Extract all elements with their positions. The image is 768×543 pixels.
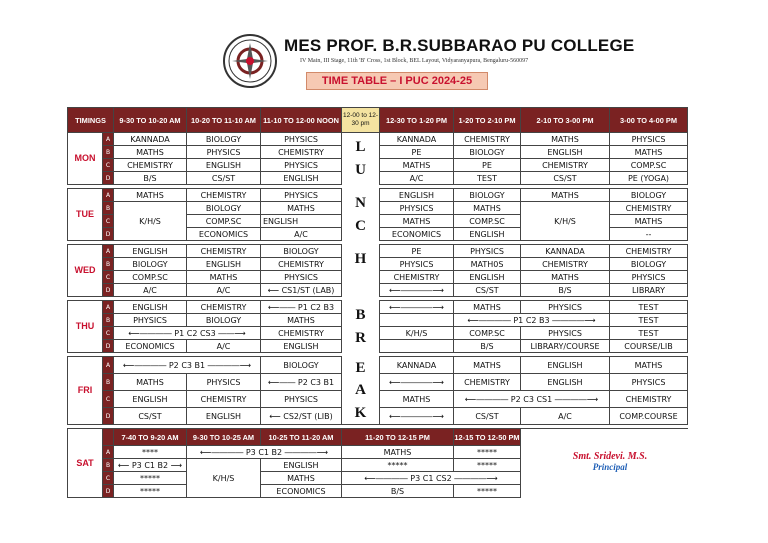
signature-block bbox=[560, 451, 660, 472]
cell: ***** bbox=[454, 485, 521, 498]
cell: MATHS bbox=[187, 271, 261, 284]
cell bbox=[380, 340, 454, 353]
col-header-p6: 2-10 TO 3-00 PM bbox=[521, 108, 610, 133]
section-label: A bbox=[103, 357, 114, 374]
lunch-letter: E bbox=[355, 359, 366, 376]
cell: ENGLISH bbox=[187, 408, 261, 425]
cell: MATHS bbox=[521, 271, 610, 284]
cell: CHEMISTRY bbox=[454, 133, 521, 146]
sat-col-header: 7-40 TO 9-20 AM bbox=[114, 429, 187, 446]
cell-text: P3 C1 B2 bbox=[245, 447, 283, 457]
cell: BIOLOGY bbox=[261, 245, 342, 258]
cell-text: P2 C3 B1 bbox=[297, 377, 335, 387]
cell: ENGLISH bbox=[187, 258, 261, 271]
principal-name: Smt. Sridevi. M.S. bbox=[572, 451, 648, 462]
col-header-lunch: 12-00 to 12-30 pm bbox=[342, 108, 380, 133]
cell: BIOLOGY bbox=[261, 357, 342, 374]
cell: PHYSICS bbox=[610, 271, 688, 284]
cell: ENGLISH bbox=[521, 374, 610, 391]
col-header-p1: 9-30 TO 10-20 AM bbox=[114, 108, 187, 133]
cell: B/S bbox=[454, 340, 521, 353]
section-label: C bbox=[103, 215, 114, 228]
cell: CS/ST bbox=[454, 284, 521, 297]
cell: CHEMISTRY bbox=[521, 159, 610, 172]
cell: ECONOMICS bbox=[187, 228, 261, 241]
day-label-tue: TUE bbox=[68, 189, 103, 241]
cell: MATHS bbox=[114, 146, 187, 159]
table-row bbox=[68, 245, 688, 258]
sat-header-row bbox=[68, 429, 688, 446]
cell: CS/ST bbox=[114, 408, 187, 425]
cell: KANNADA bbox=[380, 357, 454, 374]
lunch-letters-1 bbox=[342, 133, 380, 185]
cell: PHYSICS bbox=[261, 271, 342, 284]
cell: CHEMISTRY bbox=[610, 245, 688, 258]
cell-text: CS1/ST (LAB) bbox=[281, 285, 335, 295]
section-label: B bbox=[103, 374, 114, 391]
cell-text: P3 C1 B2 bbox=[131, 460, 169, 470]
cell: MATHS bbox=[454, 357, 521, 374]
cell: ENGLISH bbox=[114, 391, 187, 408]
cell: A/C bbox=[187, 284, 261, 297]
cell: CHEMISTRY bbox=[261, 146, 342, 159]
cell: ENGLISH bbox=[114, 245, 187, 258]
cell: A/C bbox=[187, 340, 261, 353]
cell-arrow: ⟵――――⟶ bbox=[380, 408, 454, 425]
section-label: D bbox=[103, 485, 114, 498]
sat-col-header: 12-15 TO 12-50 PM bbox=[454, 429, 521, 446]
cell: ENGLISH bbox=[521, 146, 610, 159]
cell: CHEMISTRY bbox=[261, 258, 342, 271]
section-label: C bbox=[103, 391, 114, 408]
cell: PHYSICS bbox=[521, 301, 610, 314]
cell: LIBRARY bbox=[610, 284, 688, 297]
table-row bbox=[68, 189, 688, 202]
sat-header-blank bbox=[103, 429, 114, 446]
cell: ⟵―― P1 C2 B3 bbox=[261, 301, 342, 314]
cell: BIOLOGY bbox=[610, 258, 688, 271]
lunch-letter: R bbox=[355, 329, 366, 346]
cell: LIBRARY/COURSE bbox=[521, 340, 610, 353]
lunch-letters-3 bbox=[342, 245, 380, 297]
section-label: D bbox=[103, 172, 114, 185]
cell: B/S bbox=[521, 284, 610, 297]
cell: BIOLOGY bbox=[114, 258, 187, 271]
cell: ***** bbox=[114, 485, 187, 498]
cell: TEST bbox=[454, 172, 521, 185]
cell: ⟵ P3 C1 B2 ⟶ bbox=[114, 459, 187, 472]
cell: ENGLISH bbox=[187, 159, 261, 172]
cell: MATHS bbox=[380, 159, 454, 172]
col-header-timings: TIMINGS bbox=[68, 108, 114, 133]
lunch-letter: U bbox=[355, 161, 366, 178]
cell-span: ⟵―――― P2 C3 CS1 ――――⟶ bbox=[454, 391, 610, 408]
cell: ENGLISH bbox=[454, 228, 521, 241]
cell: MATHS bbox=[261, 314, 342, 327]
cell: BIOLOGY bbox=[454, 189, 521, 202]
cell: TEST bbox=[610, 301, 688, 314]
cell-text: P2 C3 B1 bbox=[168, 360, 206, 370]
table-row bbox=[68, 133, 688, 146]
cell: BIOLOGY bbox=[610, 189, 688, 202]
cell: -- bbox=[610, 228, 688, 241]
cell: MATHS bbox=[454, 301, 521, 314]
cell-merged: K/H/S bbox=[114, 202, 187, 241]
cell: CS/ST bbox=[454, 408, 521, 425]
cell: COMP.SC bbox=[610, 159, 688, 172]
cell: TEST bbox=[610, 314, 688, 327]
cell: PHYSICS bbox=[187, 374, 261, 391]
cell: ***** bbox=[114, 472, 187, 485]
cell: MATHS bbox=[521, 189, 610, 202]
cell: ECONOMICS bbox=[380, 228, 454, 241]
section-label: A bbox=[103, 301, 114, 314]
cell: MATHS bbox=[380, 215, 454, 228]
section-label: D bbox=[103, 408, 114, 425]
section-label: D bbox=[103, 228, 114, 241]
cell: BIOLOGY bbox=[187, 133, 261, 146]
cell: A/C bbox=[261, 228, 342, 241]
day-label-thu: THU bbox=[68, 301, 103, 353]
cell: KANNADA bbox=[380, 133, 454, 146]
col-header-p7: 3-00 TO 4-00 PM bbox=[610, 108, 688, 133]
section-label: C bbox=[103, 472, 114, 485]
cell-arrow: ⟵――――⟶ bbox=[380, 284, 454, 297]
section-label: C bbox=[103, 327, 114, 340]
cell: CHEMISTRY bbox=[610, 202, 688, 215]
cell: CHEMISTRY bbox=[187, 391, 261, 408]
lunch-letter bbox=[342, 271, 379, 294]
section-label: C bbox=[103, 159, 114, 172]
cell: CHEMISTRY bbox=[187, 189, 261, 202]
section-label: B bbox=[103, 258, 114, 271]
cell: MATHS bbox=[261, 202, 342, 215]
cell-span: ⟵―――― P2 C3 B1 ――――⟶ bbox=[114, 357, 261, 374]
cell: MATHS bbox=[521, 133, 610, 146]
cell: COURSE/LIB bbox=[610, 340, 688, 353]
cell: MATHS bbox=[610, 146, 688, 159]
cell: CHEMISTRY bbox=[114, 159, 187, 172]
cell: PHYSICS bbox=[610, 374, 688, 391]
timetable bbox=[67, 107, 688, 498]
cell: ENGLISH bbox=[261, 172, 342, 185]
cell: MATHS bbox=[610, 357, 688, 374]
cell: MATH0S bbox=[454, 258, 521, 271]
cell: PE bbox=[380, 146, 454, 159]
cell: CHEMISTRY bbox=[610, 391, 688, 408]
lunch-letters-2 bbox=[342, 189, 380, 241]
lunch-letter: L bbox=[355, 139, 366, 156]
day-label-sat: SAT bbox=[68, 429, 103, 498]
cell: KANNADA bbox=[521, 245, 610, 258]
cell: PHYSICS bbox=[114, 314, 187, 327]
section-label: B bbox=[103, 146, 114, 159]
cell: B/S bbox=[342, 485, 454, 498]
lunch-letter: C bbox=[355, 217, 366, 234]
cell: CHEMISTRY bbox=[380, 271, 454, 284]
cell: MATHS bbox=[610, 215, 688, 228]
cell: MATHS bbox=[114, 189, 187, 202]
cell: PE bbox=[454, 159, 521, 172]
cell: PHYSICS bbox=[261, 159, 342, 172]
cell-text: P3 C1 CS2 bbox=[410, 473, 452, 483]
cell: CHEMISTRY bbox=[187, 301, 261, 314]
college-name: MES PROF. B.R.SUBBARAO PU COLLEGE bbox=[284, 36, 635, 55]
cell: ENGLISH bbox=[261, 215, 342, 228]
cell: COMP.SC bbox=[114, 271, 187, 284]
lunch-letter: B bbox=[355, 307, 366, 323]
cell: PE bbox=[380, 245, 454, 258]
cell: ENGLISH bbox=[454, 271, 521, 284]
cell: A/C bbox=[114, 284, 187, 297]
cell-span: ⟵―――― P1 C2 CS3 ――⟶ bbox=[114, 327, 261, 340]
cell: ⟵ CS1/ST (LAB) bbox=[261, 284, 342, 297]
cell-span: ⟵―――― P3 C1 CS2 ――――⟶ bbox=[342, 472, 521, 485]
cell: ***** bbox=[342, 459, 454, 472]
cell: CS/ST bbox=[521, 172, 610, 185]
section-label: B bbox=[103, 202, 114, 215]
cell: BIOLOGY bbox=[454, 146, 521, 159]
cell: BIOLOGY bbox=[187, 314, 261, 327]
cell: PHYSICS bbox=[187, 146, 261, 159]
cell: PHYSICS bbox=[261, 391, 342, 408]
col-header-p4: 12-30 TO 1-20 PM bbox=[380, 108, 454, 133]
cell: MATHS bbox=[261, 472, 342, 485]
section-label: C bbox=[103, 271, 114, 284]
cell: TEST bbox=[610, 327, 688, 340]
cell-arrow: ⟵――――⟶ bbox=[380, 374, 454, 391]
cell: MATHS bbox=[342, 446, 454, 459]
table-row bbox=[68, 357, 688, 374]
cell: PE (YOGA) bbox=[610, 172, 688, 185]
section-label: B bbox=[103, 459, 114, 472]
cell: COMP.SC bbox=[454, 327, 521, 340]
lunch-letters-4 bbox=[342, 301, 380, 353]
cell-text: P2 C3 CS1 bbox=[510, 394, 553, 404]
lunch-letter: H bbox=[354, 251, 367, 267]
cell: K/H/S bbox=[380, 327, 454, 340]
lunch-letter: N bbox=[355, 195, 366, 211]
cell-span: ⟵―――― P3 C1 B2 ――――⟶ bbox=[187, 446, 342, 459]
header-row bbox=[68, 108, 688, 133]
cell: B/S bbox=[114, 172, 187, 185]
cell: ENGLISH bbox=[380, 189, 454, 202]
section-label: A bbox=[103, 133, 114, 146]
cell: CHEMISTRY bbox=[187, 245, 261, 258]
sat-col-header: 9-30 TO 10-25 AM bbox=[187, 429, 261, 446]
cell: BIOLOGY bbox=[187, 202, 261, 215]
sat-col-header: 11-20 TO 12-15 PM bbox=[342, 429, 454, 446]
col-header-p5: 1-20 TO 2-10 PM bbox=[454, 108, 521, 133]
cell: ECONOMICS bbox=[261, 485, 342, 498]
document-header bbox=[0, 0, 768, 104]
cell: PHYSICS bbox=[261, 189, 342, 202]
lunch-letter: A bbox=[355, 382, 366, 398]
cell-span: ⟵―――― P1 C2 B3 ――――⟶ bbox=[454, 314, 610, 327]
cell: ⟵ CS2/ST (LIB) bbox=[261, 408, 342, 425]
lunch-letters-5 bbox=[342, 357, 380, 425]
day-label-mon: MON bbox=[68, 133, 103, 185]
cell: PHYSICS bbox=[380, 202, 454, 215]
day-label-wed: WED bbox=[68, 245, 103, 297]
principal-role: Principal bbox=[592, 462, 628, 472]
section-label: B bbox=[103, 314, 114, 327]
cell: MATHS bbox=[454, 202, 521, 215]
table-row bbox=[68, 301, 688, 314]
cell: **** bbox=[114, 446, 187, 459]
college-address: IV Main, III Stage, 11th 'B' Cross, 1st Block, BEL Layout, Vidyaranyapura, Bengaluru-560097 bbox=[300, 58, 529, 64]
section-label: D bbox=[103, 284, 114, 297]
day-label-fri: FRI bbox=[68, 357, 103, 425]
cell-text: P1 C2 B3 bbox=[297, 302, 335, 312]
cell: ENGLISH bbox=[114, 301, 187, 314]
cell: COMP.SC bbox=[187, 215, 261, 228]
cell: MATHS bbox=[380, 391, 454, 408]
lunch-letter: K bbox=[354, 404, 367, 421]
cell: ⟵―― P2 C3 B1 bbox=[261, 374, 342, 391]
cell: CHEMISTRY bbox=[454, 374, 521, 391]
timetable-title: TIME TABLE – I PUC 2024-25 bbox=[306, 72, 488, 90]
cell: ***** bbox=[454, 446, 521, 459]
cell: PHYSICS bbox=[261, 133, 342, 146]
cell: ***** bbox=[454, 459, 521, 472]
college-logo-icon bbox=[222, 33, 278, 89]
cell-text: P1 C2 B3 bbox=[513, 315, 550, 325]
section-label: A bbox=[103, 189, 114, 202]
cell: ENGLISH bbox=[521, 357, 610, 374]
cell: PHYSICS bbox=[610, 133, 688, 146]
cell: CHEMISTRY bbox=[521, 258, 610, 271]
cell: PHYSICS bbox=[521, 327, 610, 340]
cell: A/C bbox=[521, 408, 610, 425]
cell: PHYSICS bbox=[380, 258, 454, 271]
cell bbox=[380, 314, 454, 327]
cell: COMP.COURSE bbox=[610, 408, 688, 425]
cell: CHEMISTRY bbox=[261, 327, 342, 340]
sat-col-header: 10-25 TO 11-20 AM bbox=[261, 429, 342, 446]
cell-merged: K/H/S bbox=[521, 202, 610, 241]
cell-arrow: ⟵――――⟶ bbox=[380, 301, 454, 314]
cell: COMP.SC bbox=[454, 215, 521, 228]
cell: ENGLISH bbox=[261, 459, 342, 472]
cell: ECONOMICS bbox=[114, 340, 187, 353]
cell-merged: K/H/S bbox=[187, 459, 261, 498]
cell-text: P1 C2 CS3 bbox=[174, 328, 216, 338]
col-header-p2: 10-20 TO 11-10 AM bbox=[187, 108, 261, 133]
section-label: A bbox=[103, 446, 114, 459]
cell: KANNADA bbox=[114, 133, 187, 146]
cell: PHYSICS bbox=[454, 245, 521, 258]
cell-text: CS2/ST (LIB) bbox=[283, 411, 333, 421]
cell: CS/ST bbox=[187, 172, 261, 185]
cell: A/C bbox=[380, 172, 454, 185]
cell: MATHS bbox=[114, 374, 187, 391]
col-header-p3: 11-10 TO 12-00 NOON bbox=[261, 108, 342, 133]
section-label: D bbox=[103, 340, 114, 353]
cell: ENGLISH bbox=[261, 340, 342, 353]
section-label: A bbox=[103, 245, 114, 258]
